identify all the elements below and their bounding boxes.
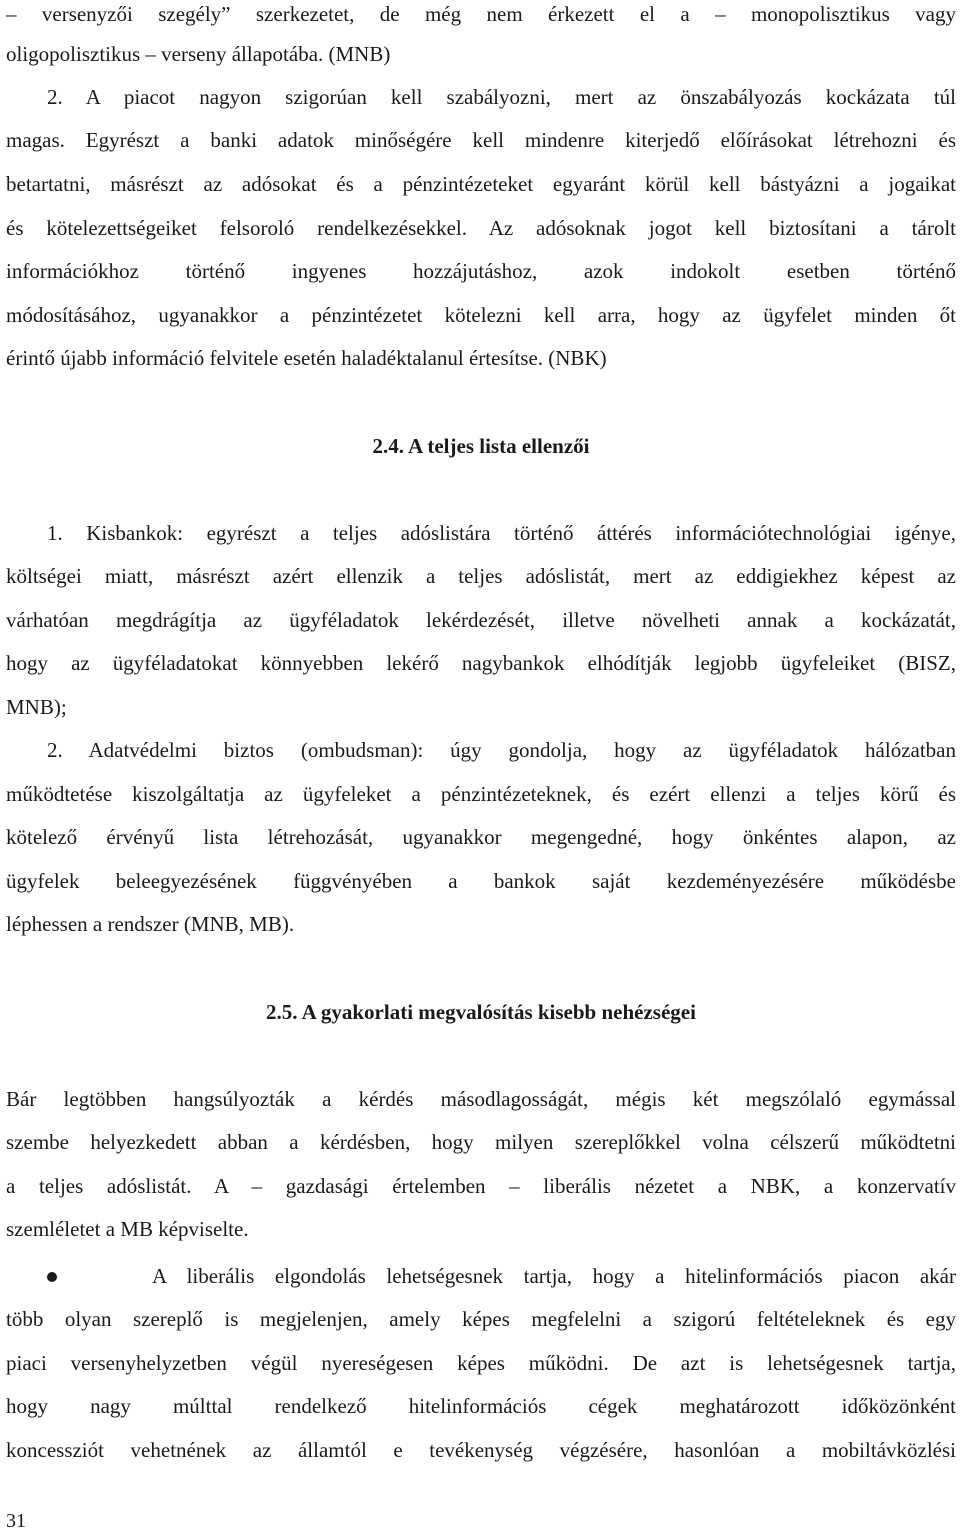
- text-line: információkhoz történő ingyenes hozzájutáshoz, azok indokolt esetben történő: [6, 259, 956, 283]
- text-line: – versenyzői szegély” szerkezetet, de még nem érkezett el a – monopolisztikus vagy: [6, 2, 956, 26]
- text-line: szemléletet a MB képviselte.: [6, 1217, 249, 1241]
- text-line: több olyan szereplő is megjelenjen, amely képes megfelelni a szigorú feltételeknek és egy: [6, 1307, 956, 1331]
- text-line: szembe helyezkedett abban a kérdésben, hogy milyen szereplőkkel volna célszerű működtetni: [6, 1130, 956, 1154]
- text-line: Bár legtöbben hangsúlyozták a kérdés másodlagosságát, mégis két megszólaló egymással: [6, 1087, 956, 1111]
- text-line: és kötelezettségeiket felsoroló rendelkezésekkel. Az adósoknak jogot kell biztosítani a tárolt: [6, 216, 956, 240]
- page-number: 31: [6, 1510, 26, 1532]
- text-line: ügyfelek beleegyezésének függvényében a bankok saját kezdeményezésére működésbe: [6, 869, 956, 893]
- text-line: a teljes adóslistát. A – gazdasági értelemben – liberális nézetet a NBK, a konzervatív: [6, 1174, 956, 1198]
- text-line: koncessziót vehetnének az államtól e tevékenység végzésére, hasonlóan a mobiltávközlési: [6, 1438, 956, 1462]
- text-line: módosításához, ugyanakkor a pénzintézetet kötelezni kell arra, hogy az ügyfelet minden őt: [6, 303, 956, 327]
- text-line: léphessen a rendszer (MNB, MB).: [6, 912, 295, 936]
- bullet-icon: [47, 1272, 57, 1282]
- list-item: 1. Kisbankok: egyrészt a teljes adóslistára történő áttérés információtechnológiai igénye,: [47, 521, 956, 545]
- text-line: működtetése kiszolgáltatja az ügyfeleket a pénzintézeteknek, és ezért ellenzi a teljes körű és: [6, 782, 956, 806]
- text-line: betartatni, másrészt az adósokat és a pénzintézeteket egyaránt körül kell bástyázni a jogaikat: [6, 172, 956, 196]
- text-line: MNB);: [6, 695, 67, 719]
- text-line: 2. A piacot nagyon szigorúan kell szabályozni, mert az önszabályozás kockázata túl: [47, 85, 956, 109]
- text-line: várhatóan megdrágítja az ügyféladatok lekérdezését, illetve növelheti annak a kockázatát,: [6, 608, 956, 632]
- section-heading: 2.5. A gyakorlati megvalósítás kisebb nehézségei: [266, 1000, 696, 1024]
- text-line: oligopolisztikus – verseny állapotába. (MNB): [6, 42, 391, 66]
- text-line: piaci versenyhelyzetben végül nyereségesen képes működni. De azt is lehetségesnek tartja,: [6, 1351, 956, 1375]
- text-line: magas. Egyrészt a banki adatok minőségére kell mindenre kiterjedő előírásokat létrehozni és: [6, 128, 956, 152]
- text-line: érintő újabb információ felvitele esetén haladéktalanul értesítse. (NBK): [6, 346, 607, 370]
- text-line: hogy nagy múlttal rendelkező hitelinformációs cégek meghatározott időközönként: [6, 1394, 956, 1418]
- text-line: költségei miatt, másrészt azért ellenzik a teljes adóslistát, mert az eddigiekhez képest az: [6, 564, 956, 588]
- section-heading: 2.4. A teljes lista ellenzői: [372, 434, 590, 458]
- text-line: kötelező érvényű lista létrehozását, ugyanakkor megengedné, hogy önkéntes alapon, az: [6, 825, 956, 849]
- bullet-item: A liberális elgondolás lehetségesnek tartja, hogy a hitelinformációs piacon akár: [152, 1264, 956, 1288]
- list-item: 2. Adatvédelmi biztos (ombudsman): úgy gondolja, hogy az ügyféladatok hálózatban: [47, 738, 956, 762]
- text-line: hogy az ügyféladatokat könnyebben lekérő nagybankok elhódítják legjobb ügyfeleiket (BISZ,: [6, 651, 956, 675]
